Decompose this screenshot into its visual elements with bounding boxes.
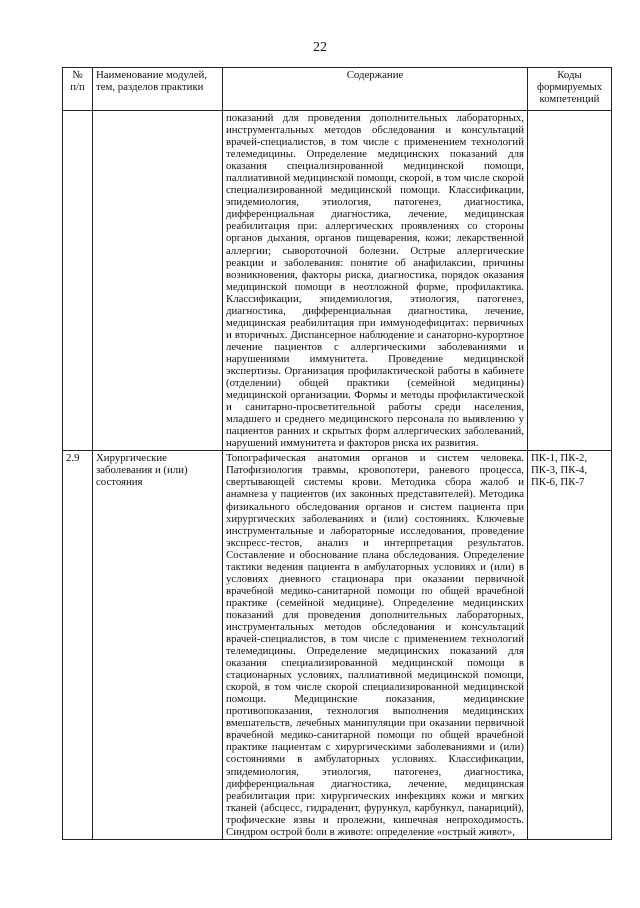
header-codes-line3: компетенций <box>539 93 600 106</box>
row-content: Топографическая анатомия органов и систем человека. Патофизиология травмы, кровопотери, раневого процесса, свертывающей системы крови. Методика сбора жалоб и анамнеза у пациентов (их законных представителей). Методика физикального обследования органов и систем пациента при хирургических заболеваниях и (или) состояниях. Ключевые инструментальные и лабораторные исследования, проведение экспресс-тестов, анализ и интерпретация результатов. Составление и обоснование плана обследования. Определение тактики ведения пациента в амбулаторных условиях и (или) в условиях дневного стационара при оказании первичной врачебной медико-санитарной помощи по общей врачебной практике (семейной медицине). Определение медицинских показаний для проведения дополнительных лабораторных, инструментальных методов обследования и консультаций врачей-специалистов, в том числе с применением технологий телемедицины. Определение медицинских показаний для оказания специализированной медицинской помощи в стационарных условиях, паллиативной медицинской помощи, скорой, в том числе скорой специализированной медицинской помощи. Медицинские показания, медицинские противопоказания, технология выполнения медицинских вмешательств, лечебных манипуляции при оказании первичной врачебной медико-санитарной помощи по общей врачебной практике пациентам с хирургическими заболеваниями и (или) состояниями в амбулаторных условиях. Классификации, эпидемиология, этиология, патогенез, диагностика, дифференциальная диагностика, лечение, медицинская реабилитация при: хирургических инфекциях кожи и мягких тканей (абсцесс, гидраденит, фурункул, карбункул, панариций), трофические язвы и пролежни, кишечная непроходимость. Синдром острой боли в животе: определение «острый живот», <box>223 451 528 840</box>
table-row <box>63 111 612 451</box>
header-codes-line2: формируемых <box>536 81 603 94</box>
row-name: Хирургические заболевания и (или) состояния <box>93 451 223 840</box>
row-number <box>63 111 93 451</box>
header-number-line2: п/п <box>70 81 85 94</box>
row-codes: ПК-1, ПК-2, ПК-3, ПК-4, ПК-6, ПК-7 <box>528 451 612 840</box>
row-codes <box>528 111 612 451</box>
header-name-line1: Наименование модулей, <box>96 69 207 81</box>
row-content: показаний для проведения дополнительных лабораторных, инструментальных методов обследования и консультаций врачей-специалистов, в том числе с применением технологий телемедицины. Определение медицинских показаний для оказания специализированной медицинской помощи, паллиативной медицинской помощи, скорой, в том числе скорой специализированной медицинской помощи. Классификации, эпидемиология, этиология, патогенез, диагностика, дифференциальная диагностика, лечение, медицинская реабилитация при: аллергических проявлениях со стороны органов дыхания, органов пищеварения, кожи; лекарственной аллергии; сывороточной болезни. Острые аллергические реакции и заболевания: понятие об анафилаксии, причины возникновения, факторы риска, диагностика, порядок оказания медицинской помощи в неотложной форме, профилактика. Классификации, эпидемиология, этиология, патогенез, диагностика, дифференциальная диагностика, лечение, медицинская реабилитация при иммунодефицитах: первичных и вторичных. Диспансерное наблюдение и санаторно-курортное лечение пациентов с аллергическими заболеваниями и нарушениями иммунитета. Проведение медицинской экспертизы. Организация профилактической работы в кабинете (отделении) общей практики (семейной медицины) медицинской организации. Формы и методы профилактической и санитарно-просветительной работы среди населения, младшего и среднего медицинского персонала по выявлению у пациентов ранних и скрытых форм аллергических заболеваний, нарушений иммунитета и факторов риска их развития. <box>223 111 528 451</box>
header-number <box>63 68 93 111</box>
row-number: 2.9 <box>63 451 93 840</box>
header-name-line2: тем, разделов практики <box>96 81 204 94</box>
header-content: Содержание <box>223 68 528 111</box>
row-name <box>93 111 223 451</box>
table-row <box>63 451 612 840</box>
header-codes-line1: Коды <box>557 69 582 81</box>
page-number: 22 <box>313 40 327 55</box>
table-header-row <box>63 68 612 111</box>
header-number-line1: № <box>72 69 83 81</box>
header-name <box>93 68 223 111</box>
curriculum-table <box>62 67 612 840</box>
header-codes <box>528 68 612 111</box>
